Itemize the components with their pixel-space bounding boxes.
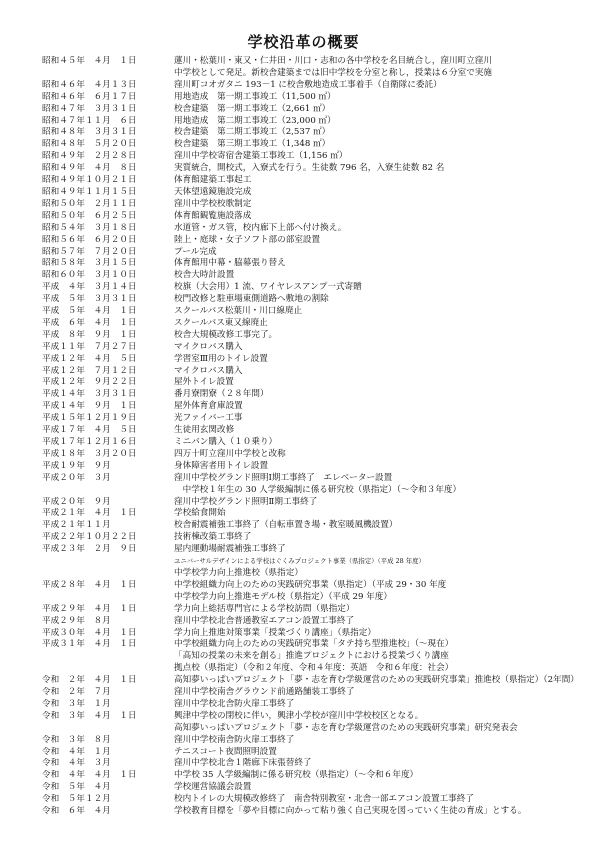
timeline-row bbox=[42, 497, 582, 509]
timeline-date: 昭和５８年 ３月１５日 bbox=[42, 258, 137, 269]
timeline-date: 昭和４６年 ４月１３日 bbox=[42, 79, 137, 90]
timeline-description bbox=[174, 127, 582, 139]
timeline-description-line: テニスコート夜間照明設置 bbox=[174, 746, 277, 757]
timeline-description bbox=[174, 449, 582, 461]
timeline-description-line: プール完成 bbox=[174, 246, 217, 257]
timeline-date: 昭和６０年 ３月１０日 bbox=[42, 270, 137, 281]
timeline-date: 平成２０年 ３月 bbox=[42, 472, 111, 483]
timeline-date: 平成 ５年 ４月 １日 bbox=[42, 306, 137, 317]
timeline-date: 平成 ６年 ４月 １日 bbox=[42, 317, 137, 328]
timeline-date: 平成２８年 ４月 １日 bbox=[42, 579, 137, 590]
timeline-description bbox=[174, 56, 582, 80]
timeline-description bbox=[174, 747, 582, 759]
timeline-description-line: 高知夢いっぱいプロジェクト「夢・志を育む学級運営のための実践研究事業」研究発表会 bbox=[174, 722, 518, 733]
timeline-row bbox=[42, 318, 582, 330]
timeline-description-line: 用地造成 第一期工事竣工（11,500 ㎡） bbox=[174, 91, 336, 102]
timeline-date: 平成１８年 ３月２０日 bbox=[42, 448, 137, 459]
timeline-description-line: 「高知の授業の未来を創る」推進プロジェクトにおける授業づくり講座 bbox=[174, 651, 449, 662]
timeline-description bbox=[174, 508, 582, 520]
timeline-description-line: 学力向上総括専門官による学校訪問（県指定） bbox=[174, 603, 355, 614]
timeline-row bbox=[42, 806, 582, 818]
timeline-description-line: 校内トイレの大規模改修終了 南舎特別教室・北舎一部エアコン設置工事終了 bbox=[174, 794, 474, 805]
timeline-description bbox=[174, 532, 582, 544]
timeline-description bbox=[174, 782, 582, 794]
timeline-description bbox=[174, 604, 582, 616]
timeline-description bbox=[174, 473, 582, 497]
timeline-row bbox=[42, 604, 582, 616]
timeline-description-line: ミニバン購入（１０乗り） bbox=[174, 437, 278, 447]
timeline-row bbox=[42, 56, 582, 80]
timeline-row bbox=[42, 151, 582, 163]
timeline-description-line: 窪川中学校グランド照明Ⅰ期工事終了 エレベーター設置 bbox=[174, 472, 393, 483]
timeline-description-line: 中学校組織力向上のための実践研究事業（県指定）（平成 29・30 年度 bbox=[174, 579, 447, 590]
timeline-description-line: 四万十町立窪川中学校と改称 bbox=[174, 448, 286, 459]
timeline-date: 平成１９年 ９月 bbox=[42, 460, 111, 471]
timeline-date: 令和 ４年 ３月 bbox=[42, 758, 111, 769]
timeline-date: 平成２１年 ４月 １日 bbox=[42, 508, 137, 519]
timeline-description-line: 校門改修と駐車場東側道路へ敷地の割除 bbox=[174, 294, 329, 305]
timeline-description bbox=[174, 294, 582, 306]
timeline-description bbox=[174, 342, 582, 354]
timeline-row bbox=[42, 377, 582, 389]
timeline-description bbox=[174, 175, 582, 187]
timeline-date: 平成 ４年 ３月１４日 bbox=[42, 282, 137, 293]
timeline-row bbox=[42, 782, 582, 794]
timeline-row bbox=[42, 235, 582, 247]
timeline-description bbox=[174, 794, 582, 806]
timeline-description-line: マイクロバス購入 bbox=[174, 341, 243, 352]
timeline-date: 昭和４９年１０月２１日 bbox=[42, 175, 137, 186]
timeline-date: 平成 ５年 ３月３１日 bbox=[42, 294, 137, 305]
timeline-row bbox=[42, 425, 582, 437]
timeline-description bbox=[174, 377, 582, 389]
timeline-description bbox=[174, 104, 582, 116]
timeline-row bbox=[42, 711, 582, 735]
timeline-description bbox=[174, 258, 582, 270]
timeline-description bbox=[174, 235, 582, 247]
timeline-date: 平成２２年１０月２２日 bbox=[42, 532, 137, 543]
timeline-description-line: 学力向上推進対策事業「授業づくり講座」（県指定） bbox=[174, 627, 376, 638]
timeline-row bbox=[42, 104, 582, 116]
timeline-row bbox=[42, 794, 582, 806]
timeline-description bbox=[174, 806, 582, 818]
timeline-description-line: 番月寮閉寮（２８年間） bbox=[174, 389, 269, 400]
timeline-description bbox=[174, 211, 582, 223]
timeline-description-line: 窪川中学校校歌制定 bbox=[174, 198, 252, 209]
timeline-date: 昭和５６年 ６月２０日 bbox=[42, 234, 137, 245]
timeline-description-line: 体育館観覧施設落成 bbox=[174, 210, 252, 221]
timeline-description bbox=[174, 151, 582, 163]
timeline-description-line: マイクロバス購入 bbox=[174, 365, 243, 376]
timeline-description bbox=[174, 735, 582, 747]
timeline-date: 令和 ３年 １月 bbox=[42, 698, 111, 709]
history-timeline bbox=[42, 56, 582, 818]
timeline-date: 令和 ５年１２月 bbox=[42, 794, 111, 805]
timeline-row bbox=[42, 270, 582, 282]
timeline-description-line: 天体望遠鏡施設完成 bbox=[174, 186, 252, 197]
timeline-description-line: 用地造成 第二期工事竣工（23,000 ㎡） bbox=[174, 115, 336, 126]
timeline-description-line: 身体障害者用トイレ設置 bbox=[174, 460, 269, 471]
timeline-date: 令和 ６年 ４月 bbox=[42, 806, 111, 817]
timeline-date: 昭和５０年 ６月２５日 bbox=[42, 210, 137, 221]
timeline-description bbox=[174, 139, 582, 151]
timeline-description bbox=[174, 616, 582, 628]
timeline-date: 令和 ３年 ８月 bbox=[42, 734, 111, 745]
timeline-description-line: 校舎建築 第一期工事竣工（2,661 ㎡） bbox=[174, 103, 331, 114]
timeline-date: 昭和５０年 ２月１１日 bbox=[42, 198, 137, 209]
timeline-row bbox=[42, 366, 582, 378]
timeline-row bbox=[42, 532, 582, 544]
timeline-description-line: 陸上・庭球・女子ソフト部の部室設置 bbox=[174, 234, 321, 245]
timeline-row bbox=[42, 401, 582, 413]
timeline-description bbox=[174, 116, 582, 128]
timeline-row bbox=[42, 330, 582, 342]
timeline-date: 令和 ２年 ４月 １日 bbox=[42, 675, 137, 686]
timeline-row bbox=[42, 211, 582, 223]
timeline-date: 平成２９年 ８月 bbox=[42, 615, 111, 626]
timeline-row bbox=[42, 508, 582, 520]
timeline-description bbox=[174, 366, 582, 378]
timeline-description-line: 校舎建築 第三期工事竣工（1,348 ㎡） bbox=[174, 139, 331, 150]
timeline-description-line: 窪川町コオガタニ 193－1 に校舎敷地造成工事着手（自衛隊に委託） bbox=[174, 79, 442, 90]
timeline-row bbox=[42, 354, 582, 366]
page-title: 学校沿革の概要 bbox=[247, 33, 360, 51]
timeline-date: 昭和４８年 ５月２０日 bbox=[42, 139, 137, 150]
timeline-row bbox=[42, 199, 582, 211]
timeline-row bbox=[42, 80, 582, 92]
timeline-date: 平成１２年 ４月 ５日 bbox=[42, 353, 137, 364]
timeline-description-line: 窪川中学校北舎普通教室エアコン設置工事終了 bbox=[174, 615, 355, 626]
timeline-date: 平成１５年１２月１９日 bbox=[42, 413, 137, 424]
timeline-row bbox=[42, 580, 582, 604]
timeline-date: 平成２９年 ４月 １日 bbox=[42, 603, 137, 614]
timeline-description bbox=[174, 247, 582, 259]
timeline-description bbox=[174, 80, 582, 92]
timeline-description bbox=[174, 520, 582, 532]
timeline-description bbox=[174, 699, 582, 711]
timeline-description-line: 中学校１年生の 30 人学級編制に係る研究校（県指定）（～令和３年度） bbox=[174, 484, 462, 495]
timeline-date: 令和 ４年 ４月 １日 bbox=[42, 770, 137, 781]
timeline-description-line: 光ファイバー工事 bbox=[174, 413, 243, 424]
timeline-date: 平成１７年１２月１６日 bbox=[42, 437, 137, 447]
timeline-date: 令和 ２年 ７月 bbox=[42, 687, 111, 698]
timeline-description-line: 中学校として発足。新校舎建築までは旧中学校を分室と称し，授業は６分室で実施 bbox=[174, 67, 492, 78]
timeline-description-line: スクールバス松葉川・川口線廃止 bbox=[174, 306, 303, 317]
timeline-description-line: 蓮川・松葉川・東又・仁井田・川口・志和の各中学校を名目統合し，窪川町立窪川 bbox=[174, 56, 492, 66]
timeline-description bbox=[174, 270, 582, 282]
timeline-date: 平成 ８年 ９月 １日 bbox=[42, 329, 137, 340]
timeline-description bbox=[174, 461, 582, 473]
timeline-description bbox=[174, 318, 582, 330]
timeline-description bbox=[174, 92, 582, 104]
timeline-description-line: 窪川中学校南舎防火扉工事終了 bbox=[174, 734, 295, 745]
timeline-row bbox=[42, 758, 582, 770]
timeline-date: 令和 ４年 １月 bbox=[42, 746, 111, 757]
timeline-row bbox=[42, 223, 582, 235]
timeline-row bbox=[42, 175, 582, 187]
timeline-row bbox=[42, 461, 582, 473]
timeline-row bbox=[42, 294, 582, 306]
timeline-description-line: 拠点校（県指定）（令和２年度、令和４年度：英語 令和６年度：社会） bbox=[174, 663, 454, 674]
timeline-row bbox=[42, 449, 582, 461]
timeline-description bbox=[174, 223, 582, 235]
timeline-row bbox=[42, 544, 582, 580]
timeline-date: 平成１２年 ９月２２日 bbox=[42, 377, 137, 388]
timeline-row bbox=[42, 139, 582, 151]
timeline-row bbox=[42, 437, 582, 449]
timeline-date: 平成１４年 ３月３１日 bbox=[42, 389, 137, 400]
timeline-row bbox=[42, 116, 582, 128]
timeline-description-line: 校旗（大会用）1 流、ワイヤレスアンプ一式寄贈 bbox=[174, 282, 362, 293]
timeline-row bbox=[42, 127, 582, 139]
timeline-row bbox=[42, 747, 582, 759]
timeline-description-line: 生徒用玄関改修 bbox=[174, 425, 235, 436]
timeline-description-line: 屋外体育倉庫設置 bbox=[174, 401, 243, 412]
timeline-description bbox=[174, 770, 582, 782]
timeline-description-line: 中学校 35 人学級編制に係る研究校（県指定）（～令和６年度） bbox=[174, 770, 419, 781]
timeline-row bbox=[42, 699, 582, 711]
timeline-date: 平成１２年 ７月１２日 bbox=[42, 365, 137, 376]
timeline-description-line: 体育館建築工事起工 bbox=[174, 175, 252, 186]
timeline-description bbox=[174, 758, 582, 770]
timeline-row bbox=[42, 687, 582, 699]
timeline-row bbox=[42, 258, 582, 270]
timeline-date: 昭和４９年 ２月２８日 bbox=[42, 151, 137, 162]
timeline-description-line: 中学校学力向上推進モデル校（県指定）（平成 29 年度） bbox=[174, 591, 392, 602]
timeline-description bbox=[174, 628, 582, 640]
timeline-description bbox=[174, 437, 582, 449]
timeline-date: 令和 ３年 ４月 １日 bbox=[42, 710, 137, 721]
timeline-description bbox=[174, 711, 582, 735]
timeline-description-line: 窪川中学校南舎グラウンド前通路舗装工事終了 bbox=[174, 687, 355, 698]
timeline-date: 平成１１年 ７月２７日 bbox=[42, 341, 137, 352]
timeline-row bbox=[42, 92, 582, 104]
timeline-date: 平成２３年 ２月 ９日 bbox=[42, 544, 137, 555]
timeline-description-line: 中学校学力向上推進校（県指定） bbox=[174, 567, 303, 578]
timeline-description bbox=[174, 687, 582, 699]
timeline-description-line: 学習室Ⅲ用のトイレ設置 bbox=[174, 353, 268, 364]
timeline-description-line: 校舎建築 第二期工事竣工（2,537 ㎡） bbox=[174, 127, 331, 138]
timeline-description-line: 校舎耐震補強工事終了（自転車置き場・教室暖風機設置） bbox=[174, 520, 398, 531]
timeline-description-line: 水道管・ガス管，校内廊下上部へ付け換え。 bbox=[174, 222, 347, 233]
timeline-description bbox=[174, 330, 582, 342]
timeline-description bbox=[174, 580, 582, 604]
timeline-row bbox=[42, 187, 582, 199]
timeline-description-line: 実質統合，開校式，入寮式を行う。生徒数 796 名，入寮生徒数 82 名 bbox=[174, 163, 445, 174]
timeline-description-line: 中学校組織力向上のための実践研究事業「タテ持ち型推進校」（～現在） bbox=[174, 639, 454, 650]
timeline-date: 平成１４年 ９月 １日 bbox=[42, 401, 137, 412]
timeline-description bbox=[174, 425, 582, 437]
timeline-row bbox=[42, 306, 582, 318]
timeline-description-line: 屋内運動場耐震補強工事終了 bbox=[174, 544, 286, 555]
timeline-row bbox=[42, 639, 582, 675]
timeline-description bbox=[174, 354, 582, 366]
timeline-date: 平成３１年 ４月 １日 bbox=[42, 639, 137, 650]
timeline-row bbox=[42, 770, 582, 782]
timeline-description-line: 窪川中学校北舎１階廊下床張替終了 bbox=[174, 758, 312, 769]
timeline-description bbox=[174, 282, 582, 294]
timeline-date: 平成３０年 ４月 １日 bbox=[42, 627, 137, 638]
timeline-date: 平成２１年１１月 bbox=[42, 520, 111, 531]
timeline-date: 令和 ５年 ４月 bbox=[42, 782, 111, 793]
timeline-date: 昭和４６年 ６月１７日 bbox=[42, 91, 137, 102]
timeline-description-line: ユニバーサルデザインによる学校はぐくみプロジェクト事業（県指定）（平成 28 年度） bbox=[174, 557, 425, 566]
timeline-description bbox=[174, 675, 582, 687]
timeline-date: 昭和４７年１１月 ６日 bbox=[42, 115, 137, 126]
timeline-description-line: 窪川中学校北舎防火扉工事終了 bbox=[174, 698, 295, 709]
timeline-row bbox=[42, 342, 582, 354]
timeline-row bbox=[42, 389, 582, 401]
timeline-description-line: 技術棟改築工事終了 bbox=[174, 532, 252, 543]
timeline-description-line: 校舎大時計設置 bbox=[174, 270, 235, 281]
timeline-description-line: 校舎大規模改修工事完了。 bbox=[174, 329, 278, 340]
timeline-row bbox=[42, 616, 582, 628]
timeline-description-line: 興津中学校の閉校に伴い，興津小学校が窪川中学校校区となる。 bbox=[174, 710, 424, 721]
timeline-description bbox=[174, 639, 582, 675]
timeline-description bbox=[174, 199, 582, 211]
timeline-description-line: 窪川中学校寄宿舎建築工事竣工（1,156 ㎡） bbox=[174, 151, 348, 162]
timeline-row bbox=[42, 413, 582, 425]
timeline-description-line: 体育館用中幕・脇幕張り替え bbox=[174, 258, 286, 269]
timeline-description bbox=[174, 413, 582, 425]
timeline-date: 平成２０年 ９月 bbox=[42, 496, 111, 507]
timeline-row bbox=[42, 473, 582, 497]
timeline-row bbox=[42, 282, 582, 294]
timeline-date: 昭和４９年１１月１５日 bbox=[42, 186, 137, 197]
timeline-row bbox=[42, 675, 582, 687]
timeline-date: 昭和５７年 ７月２０日 bbox=[42, 246, 137, 257]
timeline-date: 昭和４８年 ３月３１日 bbox=[42, 127, 137, 138]
timeline-date: 昭和４５年 ４月 １日 bbox=[42, 56, 137, 66]
timeline-description-line: スクールバス東又線廃止 bbox=[174, 317, 268, 328]
timeline-date: 昭和４９年 ４月 ８日 bbox=[42, 163, 137, 174]
timeline-date: 昭和４７年 ３月３１日 bbox=[42, 103, 137, 114]
timeline-description bbox=[174, 401, 582, 413]
timeline-description bbox=[174, 187, 582, 199]
timeline-description-line: 高知夢いっぱいプロジェクト「夢・志を育む学級運営のための実践研究事業」推進校（県指定）（2年間） bbox=[174, 675, 579, 686]
timeline-row bbox=[42, 163, 582, 175]
timeline-description bbox=[174, 306, 582, 318]
timeline-row bbox=[42, 735, 582, 747]
timeline-description bbox=[174, 544, 582, 580]
timeline-description bbox=[174, 389, 582, 401]
timeline-date: 昭和５４年 ３月１８日 bbox=[42, 222, 137, 233]
timeline-description-line: 学校運営協議会設置 bbox=[174, 782, 252, 793]
timeline-description-line: 屋外トイレ設置 bbox=[174, 377, 234, 388]
timeline-description-line: 学校教育目標を「夢や目標に向かって粘り強く自己実現を図っていく生徒の育成」とする。 bbox=[174, 806, 527, 817]
timeline-description-line: 窪川中学校グランド照明Ⅱ期工事終了 bbox=[174, 496, 318, 507]
timeline-row bbox=[42, 520, 582, 532]
timeline-date: 平成１７年 ４月 ５日 bbox=[42, 425, 137, 436]
timeline-description bbox=[174, 163, 582, 175]
timeline-row bbox=[42, 247, 582, 259]
timeline-description bbox=[174, 497, 582, 509]
timeline-description-line: 学校給食開始 bbox=[174, 508, 226, 519]
timeline-row bbox=[42, 628, 582, 640]
